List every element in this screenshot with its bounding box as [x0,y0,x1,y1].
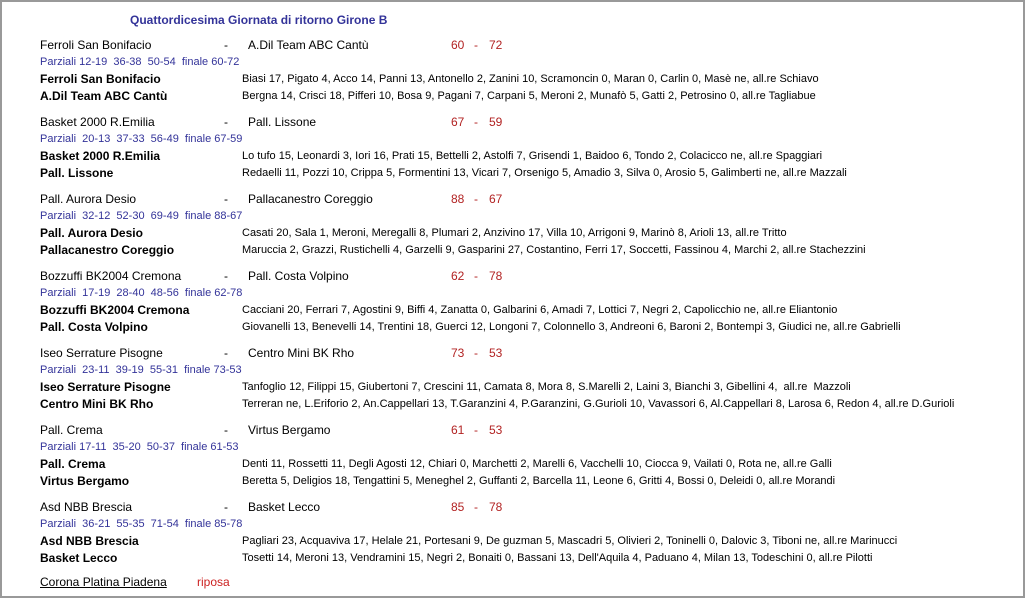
home-roster-label: Bozzuffi BK2004 Cremona [40,303,190,317]
quarter-scores: Parziali 17-11 35-20 50-37 finale 61-53 [40,441,239,453]
home-roster-label: Asd NBB Brescia [40,534,139,548]
home-roster-label: Basket 2000 R.Emilia [40,149,161,163]
teams-separator: - [224,346,228,360]
home-roster-label: Iseo Serrature Pisogne [40,380,171,394]
home-score: 61 [451,423,465,437]
quarter-scores: Parziali 23-11 39-19 55-31 finale 73-53 [40,364,242,376]
away-score: 78 [489,269,503,283]
score-separator: - [474,192,478,206]
away-team-name: Centro Mini BK Rho [248,346,355,360]
match-score [451,191,502,208]
home-roster-row [40,379,1023,396]
bye-status: riposa [197,575,230,589]
home-roster-label: Pall. Aurora Desio [40,226,143,240]
home-roster-label: Pall. Crema [40,457,106,471]
score-separator: - [474,346,478,360]
match-block [2,422,1023,490]
match-score [451,37,502,54]
away-team-name: Basket Lecco [248,500,321,514]
home-score: 85 [451,500,465,514]
away-roster-players: Terreran ne, L.Eriforio 2, An.Cappellari 13, T.Garanzini 4, P.Garanzini, G.Gurioli 10, Vavassori 6, Al.Cappellari 8, Larosa 6, Redon 4, all.re D.Gurioli [242,398,955,410]
match-block [2,37,1023,105]
match-header [40,422,1023,439]
match-header [40,114,1023,131]
home-score: 60 [451,38,465,52]
away-score: 67 [489,192,503,206]
away-roster-row [40,242,1023,259]
home-roster-label: Ferroli San Bonifacio [40,72,161,86]
match-score [451,114,502,131]
bye-row [40,574,1023,591]
home-roster-players: Pagliari 23, Acquaviva 17, Helale 21, Portesani 9, De guzman 5, Mascadri 5, Olivieri 2, Toninelli 0, Dalovic 3, Tiboni ne, all.re Marinucci [242,535,898,547]
away-roster-players: Tosetti 14, Meroni 13, Vendramini 15, Negri 2, Bonaiti 0, Bassani 13, Dell'Aquila 4, Paduano 4, Milan 13, Todeschini 0, all.re Pilotti [242,552,873,564]
match-block [2,499,1023,567]
away-roster-label: Pall. Lissone [40,166,114,180]
home-roster-players: Lo tufo 15, Leonardi 3, Iori 16, Prati 15, Bettelli 2, Astolfi 7, Grisendi 1, Baidoo 6, Tondo 2, Colacicco ne, all.re Spaggiari [242,150,823,162]
away-roster-row [40,550,1023,567]
home-roster-row [40,71,1023,88]
away-roster-players: Giovanelli 13, Benevelli 14, Trentini 18, Guerci 12, Longoni 7, Colonnello 3, Andreoni 6, Baroni 2, Bontempi 3, Giudici ne, all.re Gabrielli [242,321,901,333]
score-separator: - [474,423,478,437]
match-block [2,268,1023,336]
away-roster-players: Redaelli 11, Pozzi 10, Crippa 5, Formentini 13, Vicari 7, Orsenigo 5, Amadio 3, Silva 0, Arosio 5, Galimberti ne, all.re Mazzali [242,167,847,179]
home-roster-players: Tanfoglio 12, Filippi 15, Giubertoni 7, Crescini 11, Camata 8, Mora 8, S.Marelli 2, Laini 3, Bianchi 3, Gibellini 4, all.re Mazzoli [242,381,851,393]
quarter-scores: Parziali 17-19 28-40 48-56 finale 62-78 [40,287,243,299]
home-score: 73 [451,346,465,360]
match-list [2,37,1023,567]
teams-separator: - [224,115,228,129]
match-header [40,37,1023,54]
home-roster-row [40,148,1023,165]
away-roster-row [40,473,1023,490]
home-team-name: Pall. Crema [40,423,103,437]
home-team-name: Basket 2000 R.Emilia [40,115,155,129]
home-roster-row [40,302,1023,319]
match-score [451,499,502,516]
score-separator: - [474,38,478,52]
away-roster-players: Beretta 5, Deligios 18, Tengattini 5, Meneghel 2, Guffanti 2, Barcella 11, Leone 6, Gritti 4, Bossi 0, Deleidi 0, all.re Morandi [242,475,836,487]
quarter-scores: Parziali 32-12 52-30 69-49 finale 88-67 [40,210,243,222]
teams-separator: - [224,269,228,283]
home-team-name: Asd NBB Brescia [40,500,133,514]
away-roster-label: Centro Mini BK Rho [40,397,154,411]
quarter-scores: Parziali 12-19 36-38 50-54 finale 60-72 [40,56,240,68]
away-roster-players: Bergna 14, Crisci 18, Pifferi 10, Bosa 9, Pagani 7, Carpani 5, Meroni 2, Munafò 5, Gatti 2, Petrosino 0, all.re Tagliabue [242,90,816,102]
home-score: 88 [451,192,465,206]
score-separator: - [474,500,478,514]
score-separator: - [474,115,478,129]
home-roster-row [40,225,1023,242]
quarter-scores: Parziali 20-13 37-33 56-49 finale 67-59 [40,133,243,145]
away-roster-row [40,88,1023,105]
page-title: Quattordicesima Giornata di ritorno Girone B [130,13,388,27]
away-team-name: A.Dil Team ABC Cantù [248,38,369,52]
teams-separator: - [224,423,228,437]
away-roster-label: Virtus Bergamo [40,474,130,488]
away-score: 53 [489,346,503,360]
home-team-name: Ferroli San Bonifacio [40,38,152,52]
home-score: 67 [451,115,465,129]
away-roster-label: A.Dil Team ABC Cantù [40,89,168,103]
away-team-name: Pallacanestro Coreggio [248,192,373,206]
away-roster-row [40,165,1023,182]
match-header [40,268,1023,285]
home-roster-players: Denti 11, Rossetti 11, Degli Agosti 12, Chiari 0, Marchetti 2, Marelli 6, Vacchelli 10, Ciocca 9, Vailati 0, Rota ne, all.re Galli [242,458,832,470]
away-team-name: Pall. Lissone [248,115,317,129]
match-score [451,268,502,285]
home-roster-players: Biasi 17, Pigato 4, Acco 14, Panni 13, Antonello 2, Zanini 10, Scramoncin 0, Maran 0, Carlin 0, Masè ne, all.re Schiavo [242,73,819,85]
match-block [2,114,1023,182]
teams-separator: - [224,500,228,514]
away-roster-label: Basket Lecco [40,551,118,565]
match-header [40,499,1023,516]
bye-team-link[interactable]: Corona Platina Piadena [40,575,167,589]
quarter-scores: Parziali 36-21 55-35 71-54 finale 85-78 [40,518,243,530]
match-score [451,422,502,439]
home-roster-row [40,456,1023,473]
home-team-name: Iseo Serrature Pisogne [40,346,163,360]
teams-separator: - [224,192,228,206]
away-roster-label: Pallacanestro Coreggio [40,243,175,257]
match-score [451,345,502,362]
away-score: 53 [489,423,503,437]
match-header [40,345,1023,362]
away-roster-row [40,396,1023,413]
teams-separator: - [224,38,228,52]
away-score: 59 [489,115,503,129]
match-header [40,191,1023,208]
match-block [2,345,1023,413]
home-team-name: Pall. Aurora Desio [40,192,137,206]
home-score: 62 [451,269,465,283]
away-team-name: Virtus Bergamo [248,423,331,437]
away-team-name: Pall. Costa Volpino [248,269,349,283]
away-roster-row [40,319,1023,336]
away-score: 72 [489,38,503,52]
home-roster-players: Cacciani 20, Ferrari 7, Agostini 9, Biffi 4, Zanatta 0, Galbarini 6, Amadi 7, Lottici 7, Negri 2, Capolicchio ne, all.re Eliantonio [242,304,838,316]
away-roster-label: Pall. Costa Volpino [40,320,148,334]
home-roster-row [40,533,1023,550]
away-roster-players: Maruccia 2, Grazzi, Rustichelli 4, Garzelli 9, Gasparini 27, Costantino, Ferri 17, Soccetti, Fassinou 4, Marchi 2, all.re Stachezzini [242,244,866,256]
home-team-name: Bozzuffi BK2004 Cremona [40,269,182,283]
match-block [2,191,1023,259]
away-score: 78 [489,500,503,514]
score-separator: - [474,269,478,283]
home-roster-players: Casati 20, Sala 1, Meroni, Meregalli 8, Plumari 2, Anzivino 17, Villa 10, Arrigoni 9, Marinò 8, Arioli 13, all.re Tritto [242,227,787,239]
